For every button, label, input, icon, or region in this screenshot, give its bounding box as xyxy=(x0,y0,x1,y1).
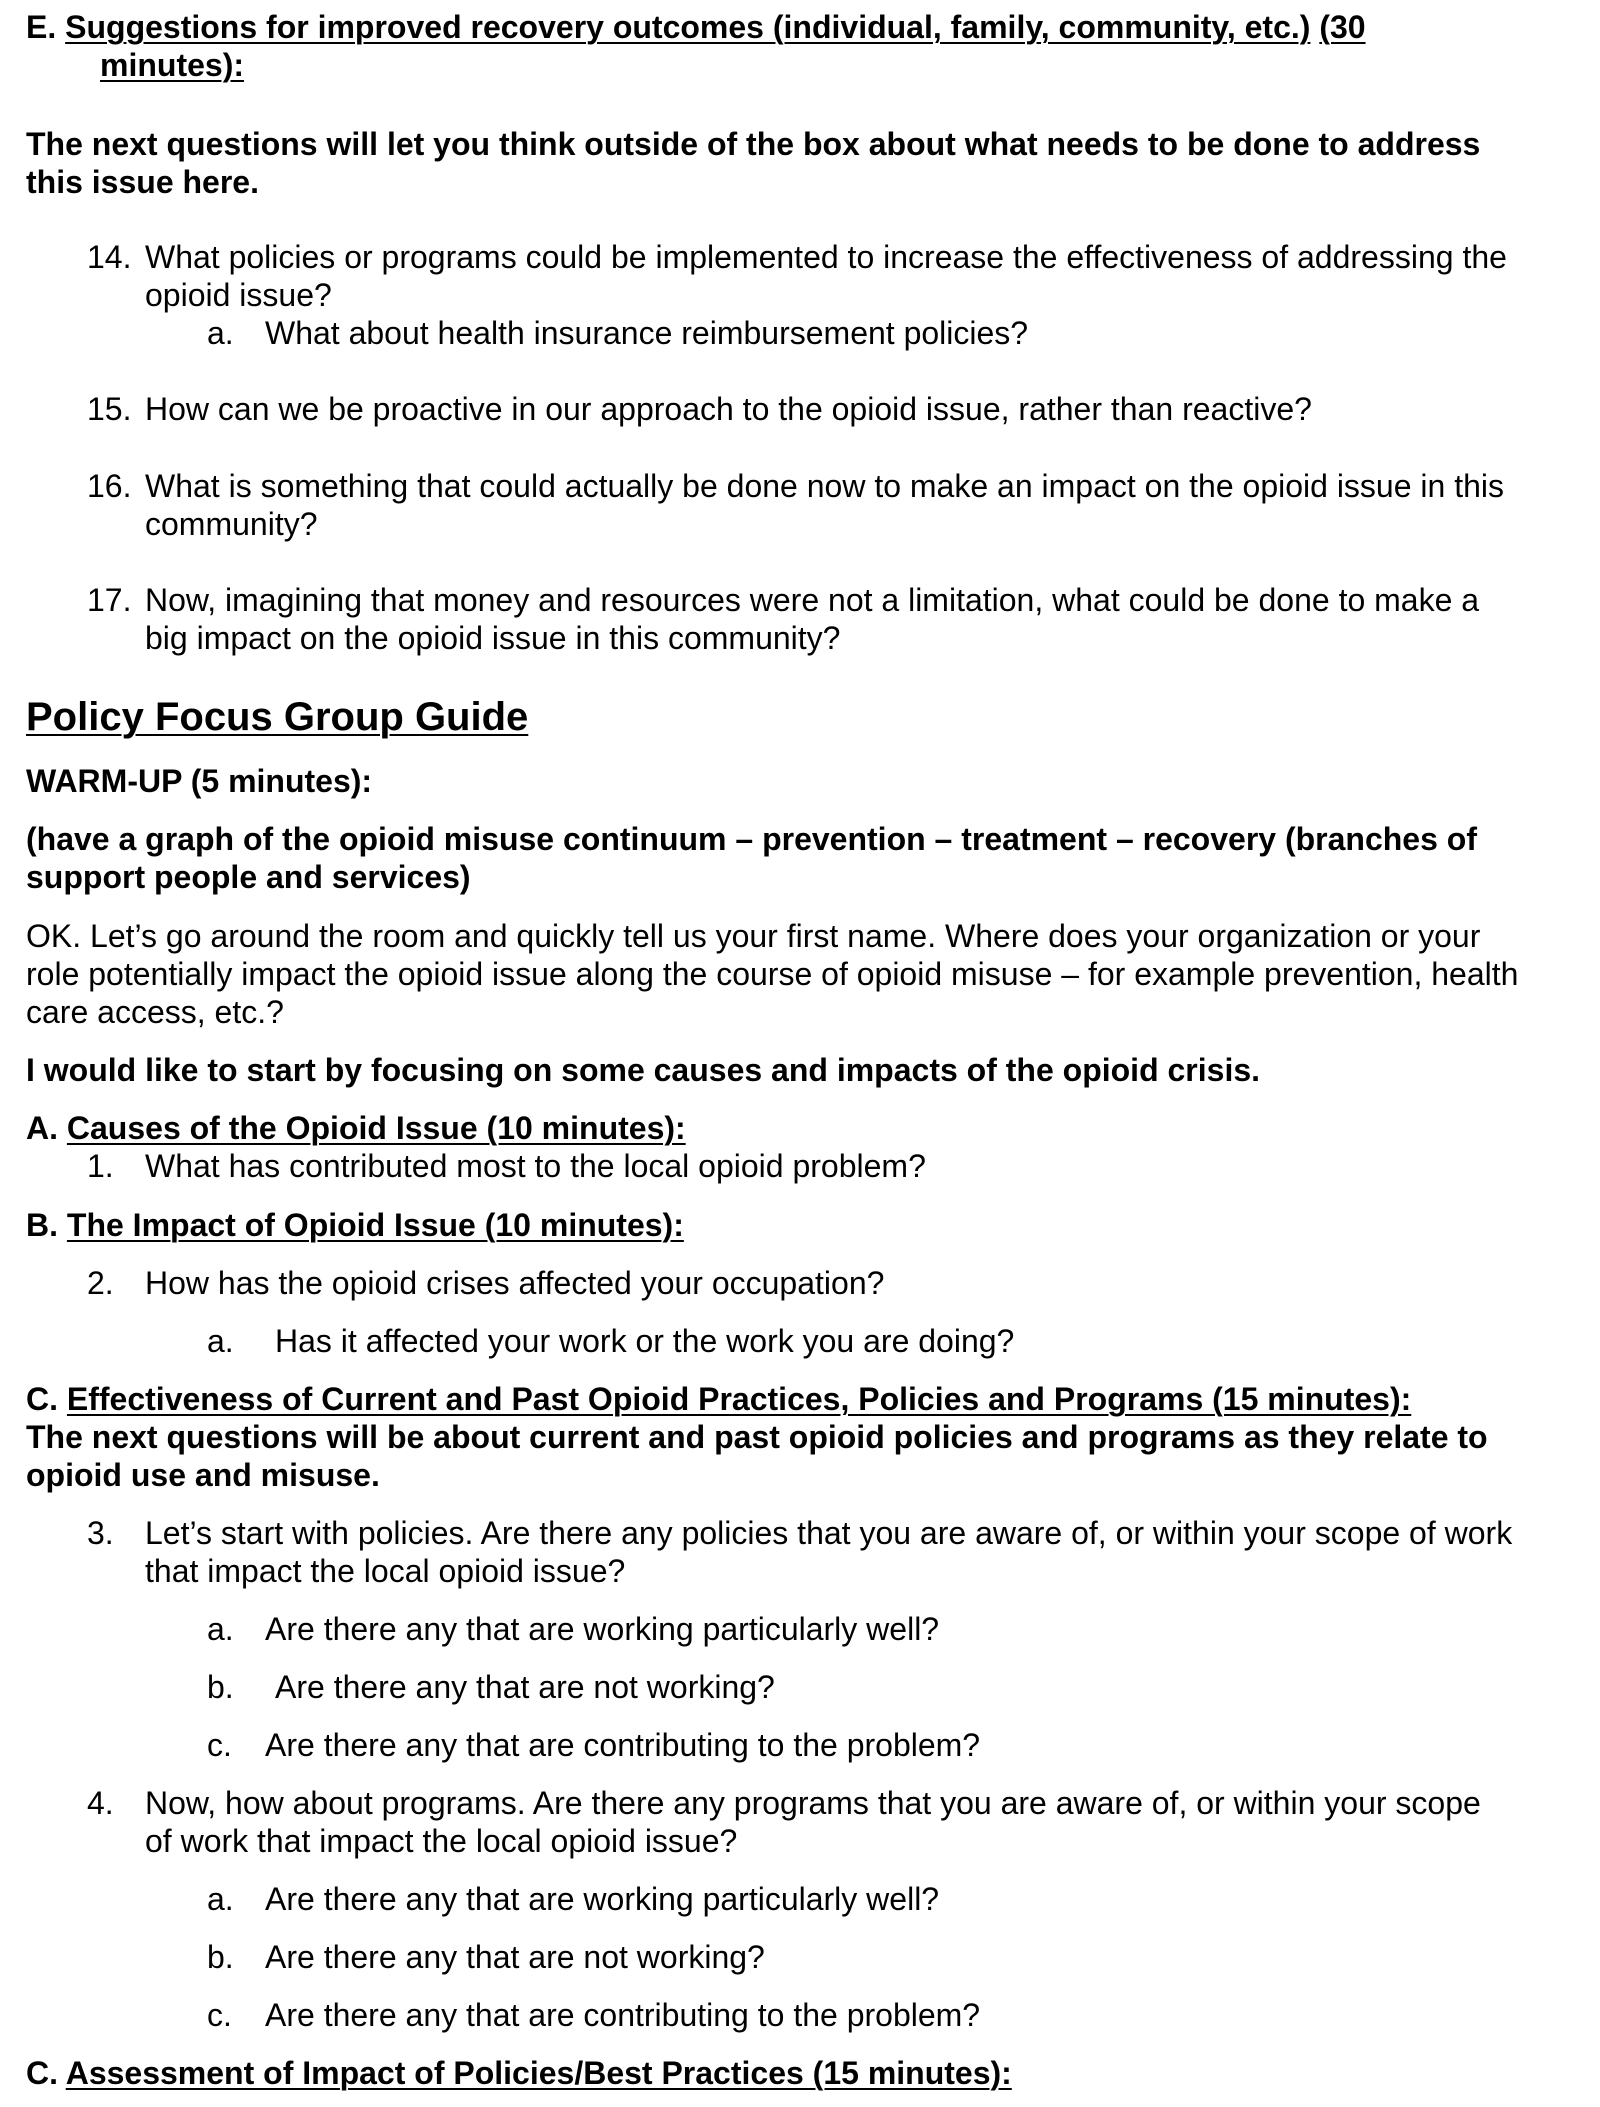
intro-paragraph-3: care access, etc.? xyxy=(26,994,284,1030)
graph-note-2: support people and services) xyxy=(26,859,471,895)
q3b-text: Are there any that are not working? xyxy=(275,1669,775,1705)
section-a-title: Causes of the Opioid Issue (10 minutes): xyxy=(66,1110,686,1146)
section-e-intro-2: this issue here. xyxy=(26,164,259,200)
q4-number: 4. xyxy=(87,1785,114,1821)
q3a-text: Are there any that are working particularly well? xyxy=(265,1611,940,1647)
q4a-letter: a. xyxy=(207,1881,234,1917)
intro-paragraph-1: OK. Let’s go around the room and quickly tell us your first name. Where does your organization or your xyxy=(26,918,1481,954)
q14a-letter: a. xyxy=(207,315,234,351)
section-c2-heading xyxy=(26,2054,1012,2092)
graph-note-1: (have a graph of the opioid misuse continuum – prevention – treatment – recovery (branches of xyxy=(26,821,1477,857)
q3-number: 3. xyxy=(87,1515,114,1551)
q4-text-2: of work that impact the local opioid issue? xyxy=(145,1823,738,1859)
q4b-letter: b. xyxy=(207,1939,234,1975)
section-c-title: Effectiveness of Current and Past Opioid Practices, Policies and Programs (15 minutes): xyxy=(66,1381,1412,1417)
section-e-letter: E. xyxy=(26,9,57,45)
q15-text: How can we be proactive in our approach to the opioid issue, rather than reactive? xyxy=(145,391,1312,427)
q2a-letter: a. xyxy=(207,1323,234,1359)
q17-number: 17. xyxy=(87,582,132,618)
section-c-heading xyxy=(26,1380,1411,1418)
section-e-title-cont: minutes): xyxy=(100,47,244,83)
q4b-text: Are there any that are not working? xyxy=(265,1939,765,1975)
section-e-time: (30 xyxy=(1319,9,1366,45)
q14-number: 14. xyxy=(87,239,132,275)
q3c-text: Are there any that are contributing to the problem? xyxy=(265,1727,981,1763)
q16-text-2: community? xyxy=(145,506,318,542)
q14a-text: What about health insurance reimbursement policies? xyxy=(265,315,1029,351)
q4c-letter: c. xyxy=(207,1997,232,2033)
focus-statement: I would like to start by focusing on some causes and impacts of the opioid crisis. xyxy=(26,1052,1261,1088)
section-c2-title: Assessment of Impact of Policies/Best Practices (15 minutes): xyxy=(65,2055,1012,2091)
section-a-heading xyxy=(26,1109,686,1147)
q3b-letter: b. xyxy=(207,1669,234,1705)
section-b-title: The Impact of Opioid Issue (10 minutes): xyxy=(66,1207,684,1243)
section-c-intro-2: opioid use and misuse. xyxy=(26,1457,380,1493)
q17-text-1: Now, imagining that money and resources were not a limitation, what could be done to make a xyxy=(145,582,1480,618)
section-c2-letter: C. xyxy=(26,2055,58,2091)
q3a-letter: a. xyxy=(207,1611,234,1647)
q1-text: What has contributed most to the local opioid problem? xyxy=(145,1148,926,1184)
intro-paragraph-2: role potentially impact the opioid issue along the course of opioid misuse – for example prevention, health xyxy=(26,956,1519,992)
section-c-intro-1: The next questions will be about current and past opioid policies and programs as they relate to xyxy=(26,1419,1488,1455)
section-e-title: Suggestions for improved recovery outcomes (individual, family, community, etc.) xyxy=(65,9,1311,45)
section-c-letter: C. xyxy=(26,1381,58,1417)
q4a-text: Are there any that are working particularly well? xyxy=(265,1881,940,1917)
q3c-letter: c. xyxy=(207,1727,232,1763)
q1-number: 1. xyxy=(87,1148,114,1184)
q15-number: 15. xyxy=(87,391,132,427)
q2-number: 2. xyxy=(87,1265,114,1301)
policy-guide-title: Policy Focus Group Guide xyxy=(26,695,529,739)
section-b-heading xyxy=(26,1206,684,1244)
q3-text-1: Let’s start with policies. Are there any policies that you are aware of, or within your scope of work xyxy=(145,1515,1513,1551)
q16-text-1: What is something that could actually be done now to make an impact on the opioid issue in this xyxy=(145,468,1504,504)
q16-number: 16. xyxy=(87,468,132,504)
q2-text: How has the opioid crises affected your occupation? xyxy=(145,1265,885,1301)
section-a-letter: A. xyxy=(26,1110,58,1146)
q4-text-1: Now, how about programs. Are there any programs that you are aware of, or within your scope xyxy=(145,1785,1481,1821)
q3-text-2: that impact the local opioid issue? xyxy=(145,1553,626,1589)
q4c-text: Are there any that are contributing to the problem? xyxy=(265,1997,981,2033)
section-b-letter: B. xyxy=(26,1207,58,1243)
section-e-heading xyxy=(26,8,1366,46)
q2a-text: Has it affected your work or the work you are doing? xyxy=(275,1323,1015,1359)
warmup-heading: WARM-UP (5 minutes): xyxy=(26,763,373,799)
section-e-intro-1: The next questions will let you think outside of the box about what needs to be done to address xyxy=(26,126,1481,162)
q17-text-2: big impact on the opioid issue in this community? xyxy=(145,620,841,656)
q14-text-2: opioid issue? xyxy=(145,277,332,313)
q14-text-1: What policies or programs could be implemented to increase the effectiveness of addressing the xyxy=(145,239,1507,275)
